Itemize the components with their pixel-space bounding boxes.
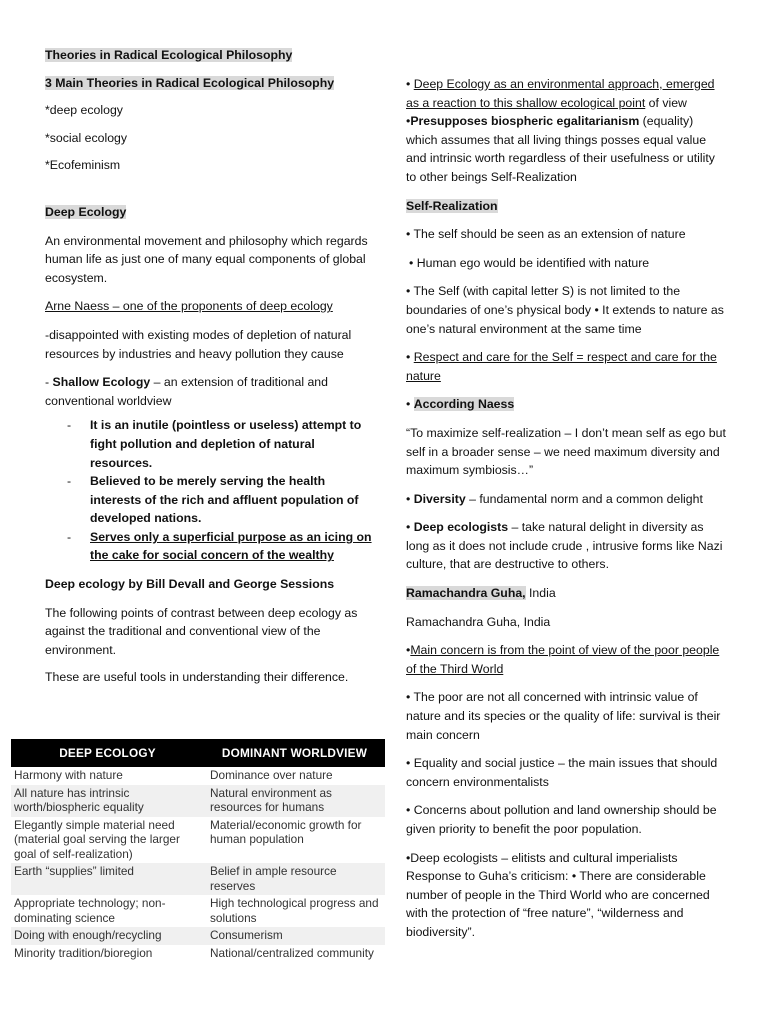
table-cell: Consumerism	[204, 927, 385, 945]
contrast-para: The following points of contrast between deep ecology as against the traditional and conventional view of the environment.	[45, 605, 358, 657]
diversity-para: • Diversity – fundamental norm and a common delight	[406, 491, 703, 506]
disappointed-para: -disappointed with existing modes of depletion of natural resources by industries and heavy pollution they cause	[45, 327, 352, 361]
egalitarianism-para: •Presupposes biospheric egalitarianism (equality) which assumes that all living things posses equal value and intrinsic worth regardless of their usefulness or utility to other beings Self-Realization	[406, 114, 715, 184]
deep-ecology-definition: An environmental movement and philosophy which regards human life as just one of many equal components of global ecosystem.	[45, 233, 368, 285]
list-item: - Serves only a superficial purpose as an icing on the cake for social concern of the wealthy	[45, 528, 377, 565]
table-cell: National/centralized community	[204, 945, 385, 963]
comparison-table	[11, 739, 385, 962]
guha-line: Ramachandra Guha, India	[406, 614, 551, 629]
naess-quote: “To maximize self-realization – I don’t mean self as ego but self in a broader sense – we need maximum diversity and maximum symbiosis…”	[406, 425, 726, 478]
table-cell: Material/economic growth for human population	[204, 817, 385, 864]
elitists-para: •Deep ecologists – elitists and cultural imperialists Response to Guha’s criticism: • There are considerable number of people in the Third World who are concerned with the protection of “free nature”, “wilderness and biodiversity”.	[406, 850, 710, 939]
table-cell: Dominance over nature	[204, 767, 385, 785]
shallow-points-list	[45, 416, 377, 565]
pollution-para: • Concerns about pollution and land ownership should be given priority to benefit the poor population.	[406, 803, 717, 836]
self-realization-heading: Self-Realization	[406, 198, 498, 213]
tools-para: These are useful tools in understanding their difference.	[45, 670, 349, 685]
table-cell: Doing with enough/recycling	[11, 927, 204, 945]
table-cell: All nature has intrinsic worth/biospheric equality	[11, 785, 204, 817]
guha-heading: Ramachandra Guha, India	[406, 586, 556, 601]
poor-para: • The poor are not all concerned with intrinsic value of nature and its species or the quality of life: survival is their main concern	[406, 690, 721, 742]
list-item: - It is an inutile (pointless or useless) attempt to fight pollution and depletion of natural resources.	[45, 416, 377, 472]
deep-ecologists-para: • Deep ecologists – take natural delight in diversity as long as it does not include crude , intrusive forms like Nazi culture, that are destructive to others.	[406, 520, 723, 572]
shallow-ecology-para: - Shallow Ecology – an extension of traditional and conventional worldview	[45, 375, 328, 408]
table-cell: Minority tradition/bioregion	[11, 945, 204, 963]
table-row	[11, 895, 385, 927]
section-subtitle: 3 Main Theories in Radical Ecological Philosophy	[45, 75, 335, 90]
table-cell: Elegantly simple material need (material goal serving the larger goal of self-realization)	[11, 817, 204, 864]
table-row	[11, 785, 385, 817]
naess-line: Arne Naess – one of the proponents of deep ecology	[45, 299, 333, 314]
table-cell: High technological progress and solutions	[204, 895, 385, 927]
table-cell: Harmony with nature	[11, 767, 204, 785]
deep-ecology-approach-para: • Deep Ecology as an environmental approach, emerged as a reaction to this shallow ecological point of view	[406, 77, 715, 110]
self-point: • Human ego would be identified with nature	[409, 255, 650, 270]
deep-ecology-heading: Deep Ecology	[45, 204, 127, 219]
table-cell: Natural environment as resources for humans	[204, 785, 385, 817]
theory-item: *Ecofeminism	[45, 158, 121, 173]
right-column	[406, 75, 728, 942]
table-row	[11, 767, 385, 785]
table-cell: Earth “supplies” limited	[11, 863, 204, 895]
table-row	[11, 927, 385, 945]
table-cell: Appropriate technology; non-dominating science	[11, 895, 204, 927]
document-title: Theories in Radical Ecological Philosophy	[45, 48, 293, 62]
equality-para: • Equality and social justice – the main issues that should concern environmentalists	[406, 756, 718, 789]
header-deep-ecology: DEEP ECOLOGY	[11, 739, 204, 767]
shallow-ecology-term: Shallow Ecology	[52, 375, 151, 390]
devall-line: Deep ecology by Bill Devall and George Sessions	[45, 577, 335, 592]
respect-para: • Respect and care for the Self = respect and care for the nature	[406, 350, 717, 383]
left-column	[45, 46, 377, 687]
table-row	[11, 817, 385, 864]
theory-item: *social ecology	[45, 130, 128, 145]
theory-item: *deep ecology	[45, 103, 123, 118]
list-item: - Believed to be merely serving the health interests of the rich and affluent population of developed nations.	[45, 472, 377, 528]
table-header-row	[11, 739, 385, 767]
table-row	[11, 945, 385, 963]
according-naess: • According Naess	[406, 397, 515, 412]
self-point: • The self should be seen as an extension of nature	[406, 227, 686, 242]
table-row	[11, 863, 385, 895]
self-point: • The Self (with capital letter S) is not limited to the boundaries of one’s physical body • It extends to nature as one’s natural environment at the same time	[406, 284, 724, 336]
table-cell: Belief in ample resource reserves	[204, 863, 385, 895]
header-dominant-worldview: DOMINANT WORLDVIEW	[204, 739, 385, 767]
main-concern-para: •Main concern is from the point of view of the poor people of the Third World	[406, 643, 720, 676]
